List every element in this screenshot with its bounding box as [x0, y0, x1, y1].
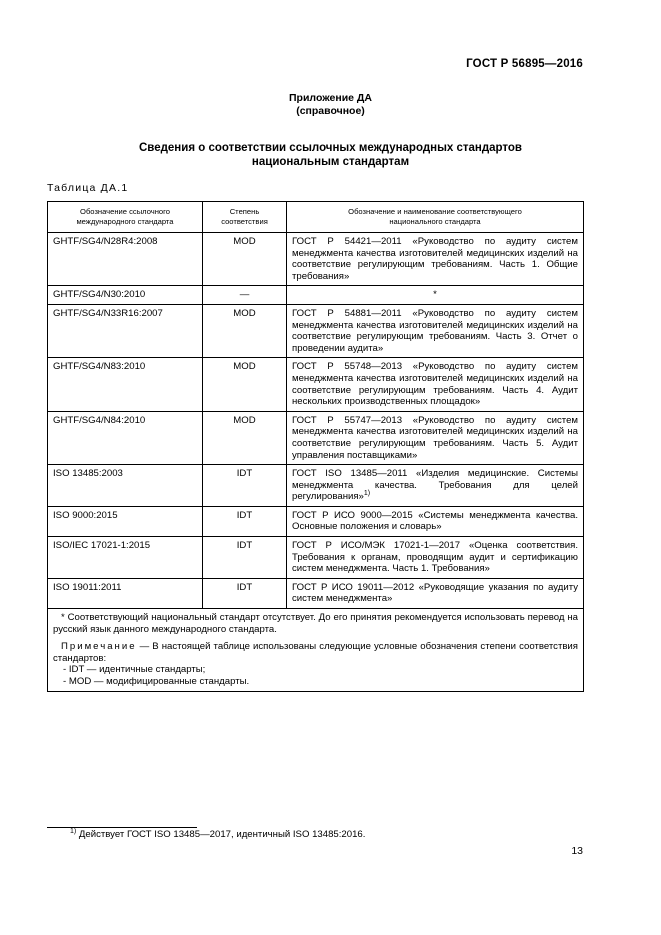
degree-cell: MOD [203, 358, 287, 411]
table-row [48, 537, 584, 579]
annex-title: Приложение ДА [289, 92, 372, 104]
table-notes-row [48, 609, 584, 692]
national-standard-cell: ГОСТ Р 55747—2013 «Руководство по аудиту систем менеджмента качества изготовителей медицинских изделий на соответствие регулирующим требованиям. Часть 5. Аудит управления поставщиками» [287, 411, 584, 464]
degree-cell: — [203, 286, 287, 305]
column-header-degree [203, 202, 287, 233]
column-header-degree-line-2: соответствия [221, 217, 268, 226]
table-row [48, 506, 584, 536]
footnote-text: Действует ГОСТ ISO 13485—2017, идентичный ISO 13485:2016. [78, 829, 366, 840]
column-header-degree-line-1: Степень [229, 207, 260, 216]
note-item-idt: - IDT — идентичные стандарты; [63, 664, 206, 676]
footnote-mark: 1) [70, 827, 77, 835]
page-title [0, 141, 661, 169]
table-row [48, 411, 584, 464]
reference-standard-cell: GHTF/SG4/N33R16:2007 [48, 304, 203, 357]
footnote [70, 829, 365, 840]
reference-standard-cell: GHTF/SG4/N84:2010 [48, 411, 203, 464]
table-row [48, 578, 584, 608]
reference-standard-cell: GHTF/SG4/N28R4:2008 [48, 233, 203, 286]
reference-standard-cell: GHTF/SG4/N30:2010 [48, 286, 203, 305]
note-item-mod: - MOD — модифицированные стандарты. [63, 676, 250, 687]
column-header-reference [48, 202, 203, 233]
column-header-reference-line-2: международного стандарта [76, 217, 174, 226]
national-standard-cell: ГОСТ Р 54421—2011 «Руководство по аудиту систем менеджмента качества изготовителей медицинских изделий на соответствие регулирующим требованиям. Часть 1. Общие требования» [287, 233, 584, 286]
table-notes [48, 609, 584, 692]
table-row [48, 286, 584, 305]
note-label: Примечание [61, 641, 137, 653]
page-title-line-1: Сведения о соответствии ссылочных международных стандартов [138, 142, 522, 154]
national-standard-text: ГОСТ ISO 13485—2011 «Изделия медицинские. Системы менеджмента качества. Требования для целей регулирования» [292, 468, 578, 503]
reference-standard-cell: GHTF/SG4/N83:2010 [48, 358, 203, 411]
column-header-reference-line-1: Обозначение ссылочного [80, 207, 170, 216]
reference-standard-cell: ISO 9000:2015 [48, 506, 203, 536]
page-number: 13 [571, 845, 583, 857]
correspondence-table [47, 201, 584, 692]
national-standard-cell: * [287, 286, 584, 305]
page-title-line-2: национальным стандартам [251, 156, 410, 168]
degree-cell: IDT [203, 578, 287, 608]
table-row [48, 465, 584, 507]
degree-cell: MOD [203, 304, 287, 357]
reference-standard-cell: ISO 19011:2011 [48, 578, 203, 608]
national-standard-cell: ГОСТ Р ИСО 9000—2015 «Системы менеджмента качества. Основные положения и словарь» [287, 506, 584, 536]
table-row [48, 304, 584, 357]
column-header-national-standard [287, 202, 584, 233]
reference-standard-cell: ISO 13485:2003 [48, 465, 203, 507]
annex-heading [0, 92, 661, 118]
national-standard-cell [287, 465, 584, 507]
table-row [48, 233, 584, 286]
reference-standard-cell: ISO/IEC 17021-1:2015 [48, 537, 203, 579]
footnote-reference: 1) [363, 490, 371, 498]
star-note: * Соответствующий национальный стандарт отсутствует. До его принятия рекомендуется использовать перевод на русский язык данного международного стандарта. [53, 612, 578, 635]
national-standard-cell: ГОСТ Р 55748—2013 «Руководство по аудиту систем менеджмента качества изготовителей медицинских изделий на соответствие регулирующим требованиям. Часть 4. Аудит нескольких производственных площадок» [287, 358, 584, 411]
degree-cell: IDT [203, 465, 287, 507]
national-standard-cell: ГОСТ Р 54881—2011 «Руководство по аудиту систем менеджмента качества изготовителей медицинских изделий на соответствие регулирующим требованиям. Часть 3. Отчет о проведении аудита» [287, 304, 584, 357]
national-standard-cell: ГОСТ Р ИСО/МЭК 17021-1—2017 «Оценка соответствия. Требования к органам, проводящим аудит и сертификацию систем менеджмента. Часть 1. Требования» [287, 537, 584, 579]
table-caption: Таблица ДА.1 [47, 182, 129, 194]
table-row [48, 358, 584, 411]
table-header-row [48, 202, 584, 233]
degree-cell: MOD [203, 411, 287, 464]
document-code: ГОСТ Р 56895—2016 [466, 58, 583, 70]
degree-cell: IDT [203, 537, 287, 579]
annex-subtitle: (справочное) [296, 105, 365, 117]
column-header-national-standard-line-2: национального стандарта [389, 217, 481, 226]
degree-cell: IDT [203, 506, 287, 536]
national-standard-cell: ГОСТ Р ИСО 19011—2012 «Руководящие указания по аудиту систем менеджмента» [287, 578, 584, 608]
column-header-national-standard-line-1: Обозначение и наименование соответствующего [348, 207, 522, 216]
note-text: — В настоящей таблице использованы следующие условные обозначения степени соответствия стандартов: [53, 641, 578, 664]
note-paragraph [53, 641, 578, 664]
degree-cell: MOD [203, 233, 287, 286]
